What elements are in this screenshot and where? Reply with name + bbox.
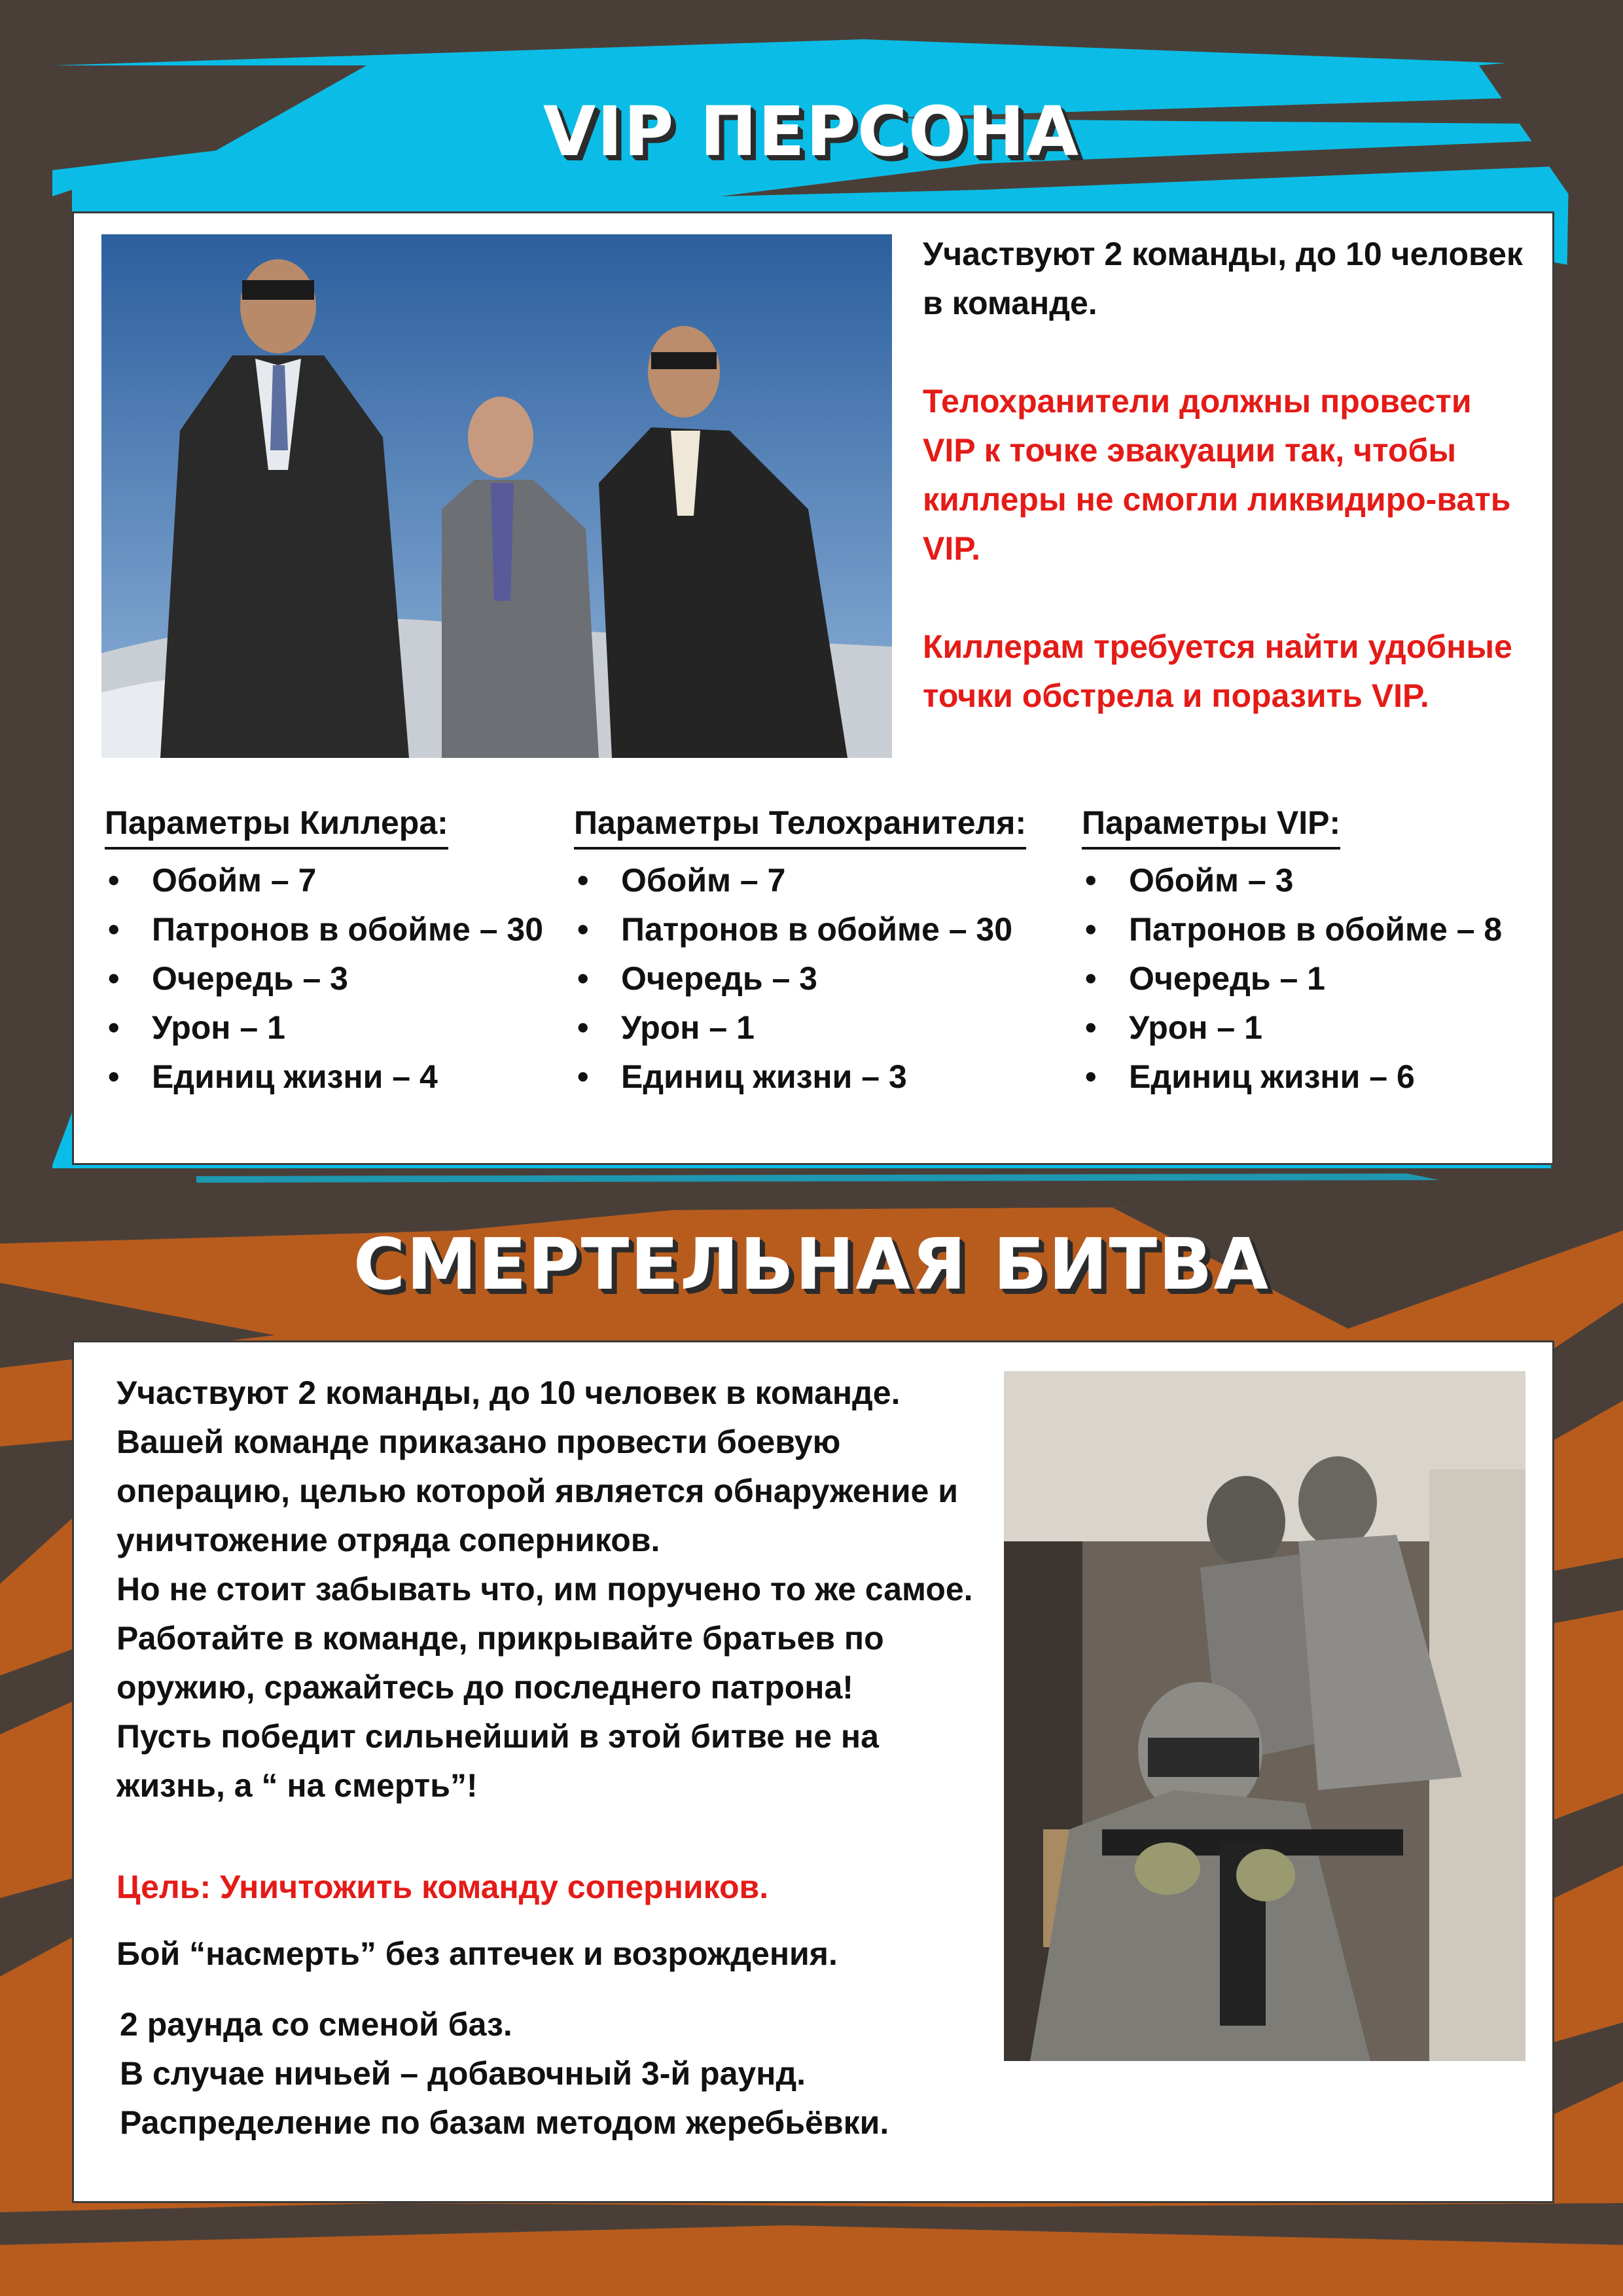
vip-params-list [1082, 856, 1502, 1102]
bodyguard-params-list [574, 856, 1026, 1102]
vip-params [1082, 802, 1502, 1102]
bodyguards-photo [101, 234, 892, 758]
soldiers-photo [1004, 1371, 1525, 2061]
battle-description [116, 1369, 987, 1810]
killer-params-list [105, 856, 543, 1102]
battle-rounds [120, 2000, 889, 2147]
list-item: • Обойм – 3 [1082, 856, 1502, 905]
list-item: • Очередь – 3 [105, 954, 543, 1003]
battle-paragraph: Вашей команде приказано провести боевую операцию, целью которой является обнаружение и уничтожение отряда соперников. [116, 1424, 958, 1558]
rounds-line: 2 раунда со сменой баз. [120, 2006, 512, 2043]
list-item: • Единиц жизни – 6 [1082, 1052, 1502, 1102]
list-item: • Обойм – 7 [574, 856, 1026, 905]
bodyguard-params [574, 802, 1026, 1102]
battle-paragraph: Участвуют 2 команды, до 10 человек в команде. [116, 1374, 901, 1411]
vip-teams-text: Участвуют 2 команды, до 10 человек в команде. [923, 236, 1523, 321]
vip-panel [72, 211, 1554, 1165]
battle-paragraph: Пусть победит сильнейший в этой битве не на жизнь, а “ на смерть”! [116, 1718, 879, 1804]
battle-title: СМЕРТЕЛЬНАЯ БИТВА [353, 1224, 1270, 1306]
vip-params-heading: Параметры VIP: [1082, 802, 1340, 850]
killer-params [105, 802, 543, 1102]
list-item: • Урон – 1 [1082, 1003, 1502, 1052]
killer-params-heading: Параметры Киллера: [105, 802, 448, 850]
vip-intro [923, 230, 1531, 770]
list-item: • Очередь – 1 [1082, 954, 1502, 1003]
battle-no-heal: Бой “насмерть” без аптечек и возрождения. [116, 1935, 838, 1972]
battle-paragraph: Работайте в команде, прикрывайте братьев по оружию, сражайтесь до последнего патрона! [116, 1620, 884, 1706]
list-item: • Патронов в обойме – 30 [574, 905, 1026, 954]
battle-goal: Цель: Уничтожить команду соперников. [116, 1869, 769, 1905]
list-item: • Единиц жизни – 4 [105, 1052, 543, 1102]
list-item: • Урон – 1 [574, 1003, 1026, 1052]
list-item: • Очередь – 3 [574, 954, 1026, 1003]
list-item: • Обойм – 7 [105, 856, 543, 905]
list-item: • Единиц жизни – 3 [574, 1052, 1026, 1102]
vip-bodyguards-goal: Телохранители должны провести VIP к точке эвакуации так, чтобы киллеры не смогли ликвидиро-вать VIP. [923, 383, 1511, 567]
list-item: • Патронов в обойме – 8 [1082, 905, 1502, 954]
list-item: • Урон – 1 [105, 1003, 543, 1052]
battle-panel [72, 1340, 1554, 2203]
vip-title: VIP ПЕРСОНА [543, 92, 1080, 171]
vip-killers-goal: Киллерам требуется найти удобные точки обстрела и поразить VIP. [923, 628, 1512, 714]
rounds-line: Распределение по базам методом жеребьёвки. [120, 2104, 889, 2141]
rounds-line: В случае ничьей – добавочный 3-й раунд. [120, 2055, 806, 2092]
battle-paragraph: Но не стоит забывать что, им поручено то же самое. [116, 1571, 973, 1607]
list-item: • Патронов в обойме – 30 [105, 905, 543, 954]
bodyguard-params-heading: Параметры Телохранителя: [574, 802, 1026, 850]
